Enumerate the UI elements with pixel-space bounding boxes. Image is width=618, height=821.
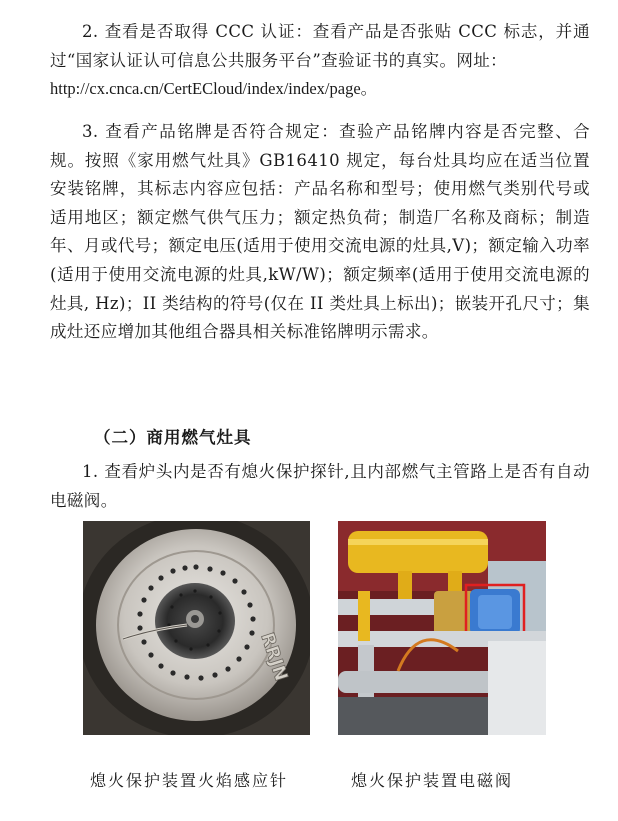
burner-photo xyxy=(83,521,310,735)
section-heading-commercial: （二）商用燃气灶具 xyxy=(94,428,252,447)
valve-image xyxy=(338,521,546,735)
paragraph-flame-probe: 1. 查看炉头内是否有熄火保护探针,且内部燃气主管路上是否有自动电磁阀。 xyxy=(50,462,590,510)
certificate-url: http://cx.cnca.cn/CertECloud/index/index/page。 xyxy=(50,79,378,99)
valve-photo xyxy=(338,521,546,735)
burner-embossed-text: RRJN xyxy=(256,630,292,684)
caption-solenoid-valve: 熄火保护装置电磁阀 xyxy=(351,771,514,790)
paragraph-ccc-certification: 2. 查看是否取得 CCC 认证：查看产品是否张贴 CCC 标志，并通过“国家认证认可信息公共服务平台”查验证书的真实。网址： http://cx.cnca.cn/CertECloud/index/index/page。 xyxy=(50,22,590,99)
caption-flame-sensor: 熄火保护装置火焰感应针 xyxy=(90,771,289,790)
burner-image xyxy=(83,521,310,735)
paragraph-nameplate: 3. 查看产品铭牌是否符合规定：查验产品铭牌内容是否完整、合规。按照《家用燃气灶具》GB16410 规定，每台灶具均应在适当位置安装铭牌，其标志内容应包括：产品名称和型号；使用燃气类别代号或适用地区；额定燃气供气压力；额定热负荷；制造厂名称及商标；制造年、月或代号；额定电压(适用于使用交流电源的灶具,V)；额定输入功率(适用于使用交流电源的灶具,kW/W)；额定频率(适用于使用交流电源的灶具, Hz)；II 类结构的符号(仅在 II 类灶具上标出)；嵌装开孔尺寸；集成灶还应增加其他组合器具相关标准铭牌明示需求。 xyxy=(50,122,590,342)
